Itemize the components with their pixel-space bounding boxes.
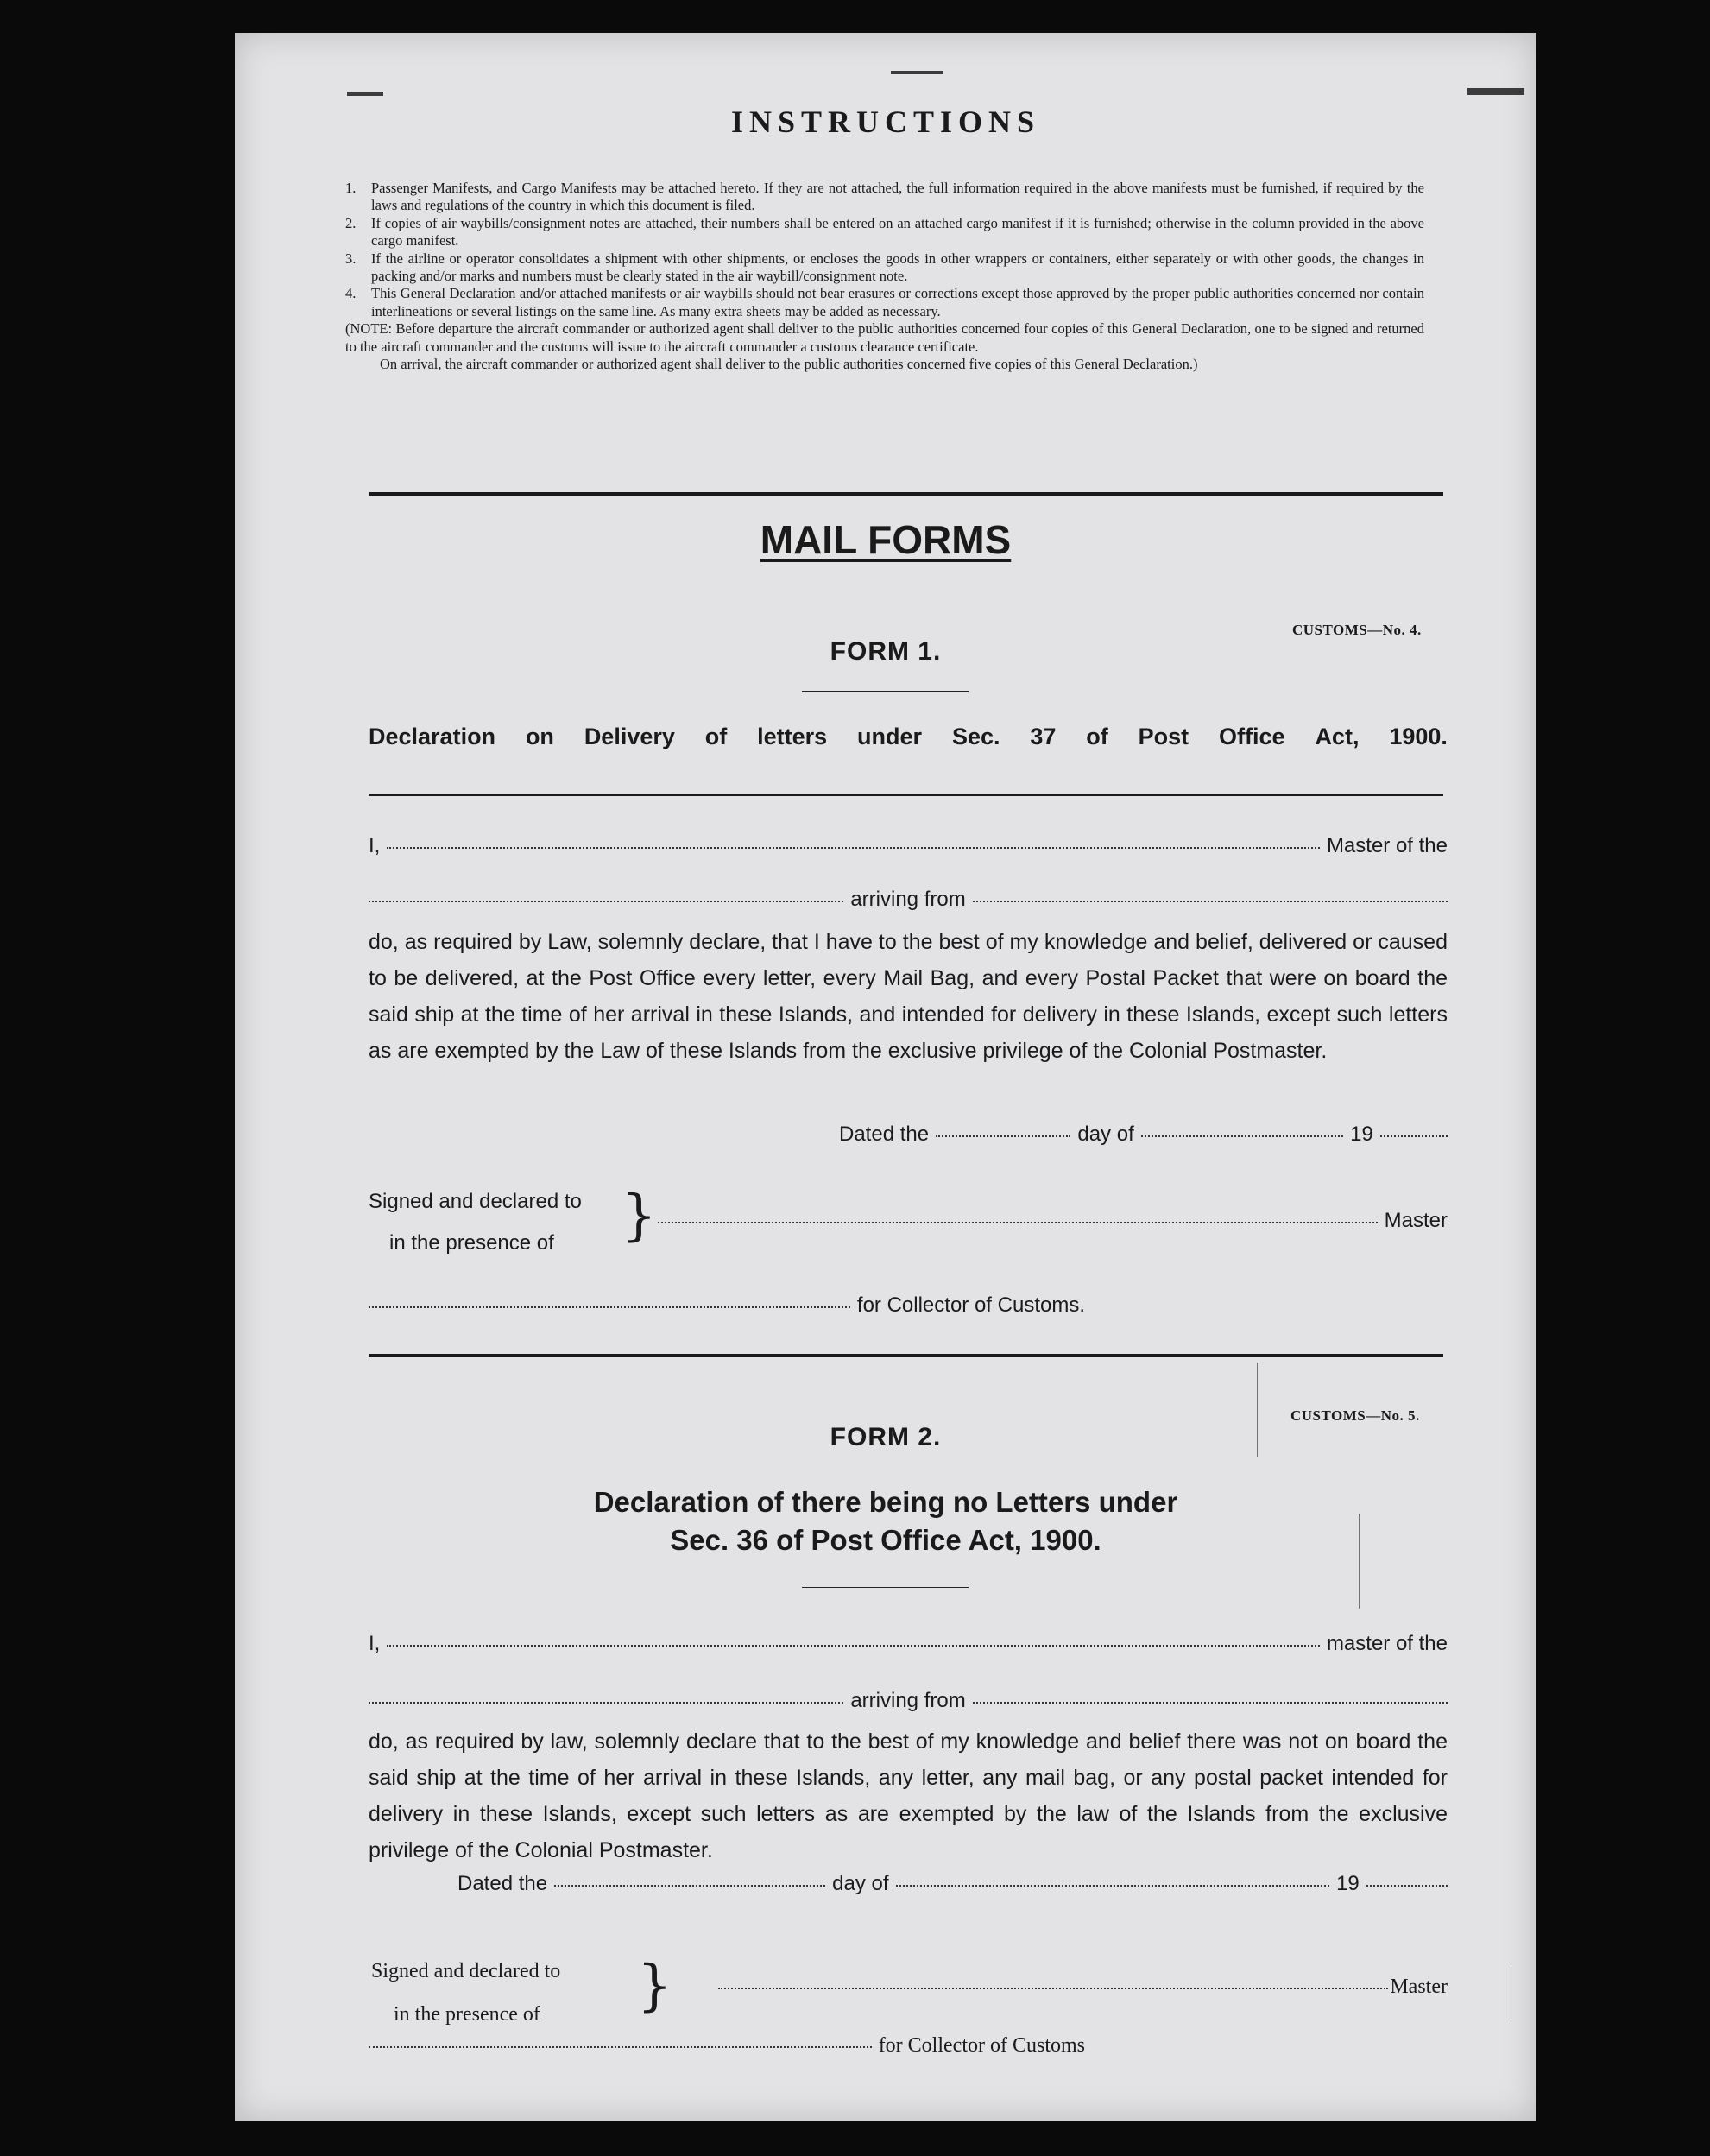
form2-name-field[interactable]: [387, 1644, 1320, 1647]
form1-brace: }: [622, 1184, 657, 1248]
form2-collector-line: for Collector of Customs: [369, 2034, 1085, 2058]
scan-mark-center: [891, 71, 943, 74]
form1-signed-label: Signed and declared to in the presence of: [369, 1190, 582, 1255]
form1-arriving-line: arriving from: [369, 888, 1448, 912]
form2-master-sign-line: Master: [718, 1976, 1448, 1999]
form2-date-month-field[interactable]: [896, 1884, 1330, 1887]
form2-brace: }: [637, 1954, 672, 2018]
form2-title-rule: [802, 1587, 969, 1588]
document-page: [235, 33, 1536, 2121]
form1-vessel-field[interactable]: [369, 900, 843, 902]
form1-master-line: I, Master of the: [369, 834, 1448, 857]
form2-signed-label: Signed and declared to in the presence of: [371, 1960, 561, 2026]
form2-margin-line-right: [1359, 1514, 1360, 1609]
form1-declaration-heading: Declaration on Delivery of letters under Sec. 37 of Post Office Act, 1900.: [369, 724, 1448, 749]
form1-collector-line: for Collector of Customs.: [369, 1293, 1085, 1318]
form2-customs-number: CUSTOMS—No. 5.: [1290, 1407, 1420, 1424]
form1-date-month-field[interactable]: [1141, 1135, 1343, 1137]
form1-title: FORM 1.: [830, 637, 942, 666]
form2-master-signature-field[interactable]: [718, 1987, 1388, 1989]
instructions-list: [345, 180, 1424, 373]
instructions-title: INSTRUCTIONS: [730, 104, 1041, 139]
instruction-note-arrival: On arrival, the aircraft commander or authorized agent shall deliver to the public authorities concerned five copies of this General Declaration.): [380, 356, 1198, 373]
form2-master-line: I, master of the: [369, 1632, 1448, 1655]
mail-forms-title: MAIL FORMS: [760, 517, 1012, 562]
instruction-item: 3. If the airline or operator consolidates a shipment with other shipments, or encloses the goods in other wrappers or containers, either separately or with other goods, the changes in packing and/or marks and numbers must be clearly stated in the air waybill/consignment note.: [345, 250, 1424, 285]
instruction-item: 4. This General Declaration and/or attached manifests or air waybills should not bear erasures or corrections except those approved by the proper public authorities concerned nor contain interlineations or several listings on the same line. As many extra sheets may be added as necessary.: [345, 285, 1424, 319]
form1-master-sign-line: Master: [658, 1209, 1448, 1233]
form2-body-text: do, as required by law, solemnly declare that to the best of my knowledge and belief there was not on board the said ship at the time of her arrival in these Islands, any letter, any mail bag, or any postal packet intended for delivery in these Islands, except such letters as are exempted by the law of the Islands from the exclusive privilege of the Colonial Postmaster.: [369, 1729, 1448, 1862]
form1-title-rule: [802, 691, 969, 692]
form2-arriving-line: arriving from: [369, 1689, 1448, 1713]
form1-arriving-from-field[interactable]: [973, 900, 1448, 902]
scan-mark-right: [1467, 88, 1524, 95]
form2-declaration-heading: Declaration of there being no Letters under Sec. 36 of Post Office Act, 1900.: [593, 1486, 1178, 1556]
form2-date-day-field[interactable]: [554, 1884, 825, 1887]
form1-name-field[interactable]: [387, 846, 1320, 849]
instruction-note-departure: (NOTE: Before departure the aircraft commander or authorized agent shall deliver to the public authorities concerned four copies of this General Declaration, one to be signed and returned to the aircraft commander and the customs will issue to the aircraft commander a customs clearance certificate.: [345, 320, 1424, 355]
form2-date-year-field[interactable]: [1366, 1884, 1448, 1887]
form2-vessel-field[interactable]: [369, 1701, 843, 1704]
form1-body-text: do, as required by Law, solemnly declare, that I have to the best of my knowledge and belief, delivered or caused to be delivered, at the Post Office every letter, every Mail Bag, and every Postal Packet that were on board the said ship at the time of her arrival in these Islands, and intended for delivery in these Islands, except such letters as are exempted by the Law of these Islands from the exclusive privilege of the Colonial Postmaster.: [369, 930, 1448, 1063]
form2-arriving-from-field[interactable]: [973, 1701, 1448, 1704]
instruction-item: 2. If copies of air waybills/consignment notes are attached, their numbers shall be entered on an attached cargo manifest if it is furnished; otherwise in the column provided in the above cargo manifest.: [345, 214, 1424, 250]
form1-customs-number: CUSTOMS—No. 4.: [1292, 622, 1422, 638]
form1-date-year-field[interactable]: [1380, 1135, 1448, 1137]
form1-heading-rule: [369, 794, 1443, 796]
form1-date-day-field[interactable]: [936, 1135, 1070, 1137]
form1-master-signature-field[interactable]: [658, 1221, 1378, 1223]
instruction-item: 1. Passenger Manifests, and Cargo Manifests may be attached hereto. If they are not attached, the full information required in the above manifests must be furnished, if required by the laws and regulations of the country in which this document is filed.: [345, 180, 1424, 214]
form2-dated-line: Dated the day of 19: [457, 1872, 1448, 1896]
section-divider: [369, 492, 1443, 496]
form-divider: [369, 1354, 1443, 1357]
form2-collector-signature-field[interactable]: [369, 2045, 872, 2048]
form1-dated-line: Dated the day of 19: [839, 1122, 1448, 1147]
scan-mark-left: [347, 92, 383, 96]
form1-collector-signature-field[interactable]: [369, 1306, 850, 1308]
form2-title: FORM 2.: [830, 1423, 942, 1451]
